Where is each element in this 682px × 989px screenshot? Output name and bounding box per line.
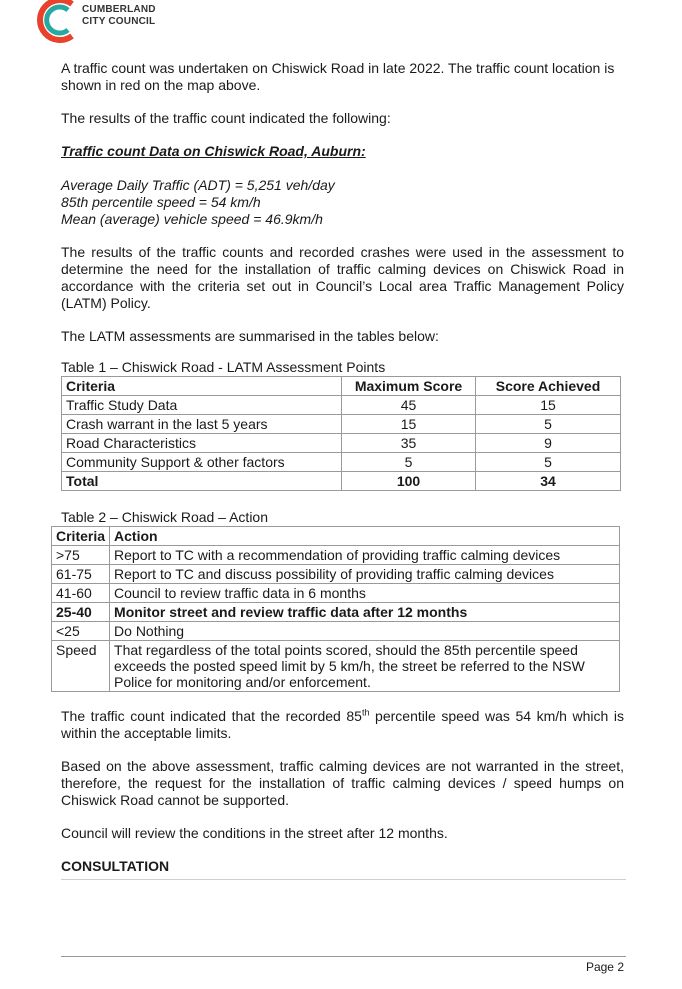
- table-cell: Road Characteristics: [62, 434, 342, 453]
- table-cell: Community Support & other factors: [62, 453, 342, 472]
- table-cell: Report to TC with a recommendation of providing traffic calming devices: [110, 546, 620, 565]
- table-cell: 9: [476, 434, 621, 453]
- table-cell: 15: [342, 415, 476, 434]
- table-row: [52, 622, 620, 641]
- table-cell: 34: [476, 472, 621, 491]
- council-logo-icon: [32, 0, 78, 46]
- footer-divider: [61, 956, 626, 957]
- superscript-th: th: [361, 707, 370, 718]
- document-body: [56, 60, 624, 880]
- table-cell: Total: [62, 472, 342, 491]
- table-cell: Crash warrant in the last 5 years: [62, 415, 342, 434]
- action-table: [51, 526, 620, 692]
- paragraph-review: Council will review the conditions in the street after 12 months.: [61, 825, 448, 841]
- council-name: [82, 4, 156, 28]
- table-cell: Traffic Study Data: [62, 396, 342, 415]
- column-header: Maximum Score: [342, 377, 476, 396]
- stat-85th: 85th percentile speed = 54 km/h: [61, 194, 261, 210]
- section-divider: [61, 879, 626, 880]
- data-heading: Traffic count Data on Chiswick Road, Auburn:: [61, 143, 366, 159]
- table1-caption: Table 1 – Chiswick Road - LATM Assessment Points: [61, 359, 386, 375]
- paragraph-assessment: The results of the traffic counts and recorded crashes were used in the assessment to determine the need for the installation of traffic calming devices on Chiswick Road in accordance with the criteria set out in Council’s Local area Traffic Management Policy (LATM) Policy.: [61, 244, 624, 311]
- table-cell: >75: [52, 546, 110, 565]
- table-row: [52, 584, 620, 603]
- table-cell: Report to TC and discuss possibility of providing traffic calming devices: [110, 565, 620, 584]
- table-cell: Monitor street and review traffic data after 12 months: [110, 603, 620, 622]
- table-row: [52, 641, 620, 692]
- paragraph-tables-intro: The LATM assessments are summarised in the tables below:: [61, 328, 439, 344]
- table-cell: Do Nothing: [110, 622, 620, 641]
- table-cell: Speed: [52, 641, 110, 692]
- column-header: Action: [110, 527, 620, 546]
- table-row: [62, 415, 621, 434]
- latm-points-table: [61, 376, 621, 491]
- council-logo: [32, 0, 172, 46]
- table-cell: That regardless of the total points scored, should the 85th percentile speed exceeds the posted speed limit by 5 km/h, the street be referred to the NSW Police for monitoring and/or enforcement.: [110, 641, 620, 692]
- council-name-line2: CITY COUNCIL: [82, 16, 156, 27]
- table-cell: 35: [342, 434, 476, 453]
- table2-caption: Table 2 – Chiswick Road – Action: [61, 509, 268, 525]
- paragraph-traffic-count: A traffic count was undertaken on Chiswick Road in late 2022. The traffic count location is shown in red on the map above.: [61, 60, 615, 93]
- stat-adt: Average Daily Traffic (ADT) = 5,251 veh/day: [61, 177, 335, 193]
- table-row: [62, 453, 621, 472]
- council-name-line1: CUMBERLAND: [82, 4, 156, 15]
- column-header: Score Achieved: [476, 377, 621, 396]
- table-row: [62, 434, 621, 453]
- table-cell: Council to review traffic data in 6 months: [110, 584, 620, 603]
- stat-mean: Mean (average) vehicle speed = 46.9km/h: [61, 211, 323, 227]
- table-cell: 61-75: [52, 565, 110, 584]
- paragraph-85th-speed-text: The traffic count indicated that the recorded 85: [61, 708, 362, 724]
- table-cell: 41-60: [52, 584, 110, 603]
- table-cell: 45: [342, 396, 476, 415]
- column-header: Criteria: [62, 377, 342, 396]
- table-row: [62, 396, 621, 415]
- consultation-heading: CONSULTATION: [61, 858, 170, 874]
- column-header: Criteria: [52, 527, 110, 546]
- paragraph-conclusion: Based on the above assessment, traffic calming devices are not warranted in the street, therefore, the request for the installation of traffic calming devices / speed humps on Chiswick Road cannot be supported.: [61, 758, 624, 808]
- table-header-row: [62, 377, 621, 396]
- table-row: [52, 565, 620, 584]
- table-header-row: [52, 527, 620, 546]
- table-cell: <25: [52, 622, 110, 641]
- table-row: [52, 546, 620, 565]
- table-row-highlighted: [52, 603, 620, 622]
- paragraph-85th-speed-text-end: percentile speed was 54 km/h which is within the acceptable limits.: [61, 708, 624, 741]
- page-number: Page 2: [585, 960, 624, 974]
- table-cell: 15: [476, 396, 621, 415]
- table-cell: 25-40: [52, 603, 110, 622]
- table-cell: 5: [476, 453, 621, 472]
- table-total-row: [62, 472, 621, 491]
- paragraph-85th-speed: [61, 708, 624, 742]
- table-cell: 5: [342, 453, 476, 472]
- table-cell: 100: [342, 472, 476, 491]
- table-cell: 5: [476, 415, 621, 434]
- paragraph-results: The results of the traffic count indicated the following:: [61, 110, 391, 126]
